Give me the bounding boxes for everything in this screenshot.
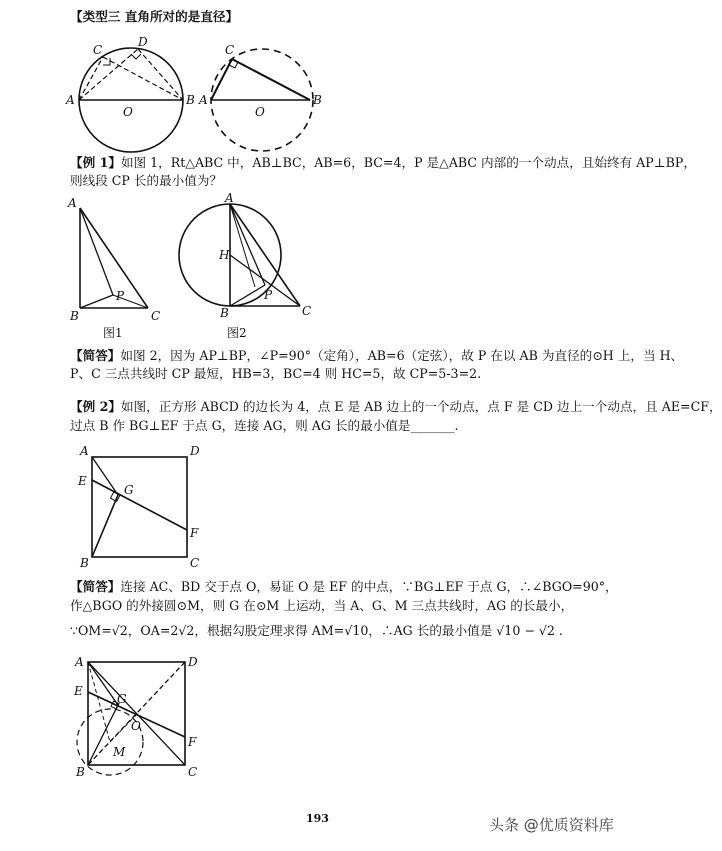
ans2-M: M	[113, 745, 126, 759]
f2-B: B	[220, 306, 229, 320]
ans2-F: F	[188, 735, 197, 749]
label-O: O	[123, 105, 133, 119]
section-title: 【类型三 直角所对的是直径】	[70, 9, 239, 24]
ex2-F: F	[190, 526, 199, 540]
ex1-line2: 则线段 CP 长的最小值为？	[70, 173, 223, 188]
ans2-O: O	[131, 719, 141, 733]
ex2-line1: 【例 2】如图，正方形 ABCD 的边长为 4，点 E 是 AB 边上的一个动点，点 F 是 CD 边上一个动点，且 AE=CF，	[70, 399, 722, 414]
ans2-G: G	[117, 692, 127, 706]
figure-ans2	[0, 652, 640, 782]
f2-H: H	[219, 248, 230, 262]
f1-B: B	[70, 309, 79, 323]
label-A: A	[66, 93, 75, 107]
page-number: 193	[306, 812, 329, 825]
label-O2: O	[255, 105, 265, 119]
f1-C: C	[151, 309, 161, 323]
ex2-line2: 过点 B 作 BG⊥EF 于点 G，连接 AG，则 AG 长的最小值是_______.	[70, 418, 459, 433]
figure-ex2	[0, 445, 640, 575]
fig2-caption: 图2	[227, 326, 247, 340]
ex2-A: A	[80, 444, 89, 458]
ans2-C: C	[188, 765, 198, 779]
ex2-G: G	[124, 483, 134, 497]
f2-P: P	[264, 288, 273, 302]
ans2-line3: ∵OM=√2，OA=2√2，根据勾股定理求得 AM=√10，∴AG 长的最小值是 √10 − √2 .	[70, 623, 563, 638]
label-D: D	[138, 35, 148, 49]
ex2-C: C	[190, 556, 200, 570]
ans2-line2: 作△BGO 的外接圆⊙M，则 G 在⊙M 上运动，当 A、G、M 三点共线时，AG 的长最小，	[70, 598, 574, 613]
ex2-D: D	[190, 444, 200, 458]
label-C2: C	[225, 43, 235, 57]
label-B2: B	[313, 93, 322, 107]
ans2-B: B	[76, 765, 85, 779]
f2-C: C	[302, 304, 312, 318]
ans2-E: E	[74, 684, 83, 698]
f1-A: A	[68, 196, 77, 210]
ex2-B: B	[80, 556, 89, 570]
figure-ex1	[0, 191, 640, 345]
ans2-D: D	[188, 655, 198, 669]
ex1-line1: 【例 1】如图 1，Rt△ABC 中，AB⊥BC，AB=6，BC=4，P 是△ABC 内部的一个动点，且始终有 AP⊥BP，	[70, 155, 696, 170]
watermark: 头条 @优质资料库	[489, 816, 614, 834]
ans2-line1: 【简答】连接 AC、BD 交于点 O，易证 O 是 EF 的中点，∵BG⊥EF 于点 G，∴∠BGO=90°，	[70, 579, 618, 594]
ans2-A: A	[75, 655, 84, 669]
ans1-line1: 【简答】如图 2，因为 AP⊥BP，∠P=90°（定角），AB=6（定弦），故 P 在以 AB 为直径的⊙H 上，当 H、	[70, 348, 684, 363]
f2-A: A	[225, 191, 234, 205]
f1-P: P	[116, 289, 125, 303]
label-C: C	[93, 43, 103, 57]
fig1-caption: 图1	[103, 326, 123, 340]
ex2-E: E	[78, 474, 87, 488]
label-B: B	[186, 93, 195, 107]
ans1-line2: P、C 三点共线时 CP 最短，HB=3，BC=4 则 HC=5，故 CP=5-3=2.	[70, 366, 482, 381]
label-A2: A	[199, 93, 208, 107]
